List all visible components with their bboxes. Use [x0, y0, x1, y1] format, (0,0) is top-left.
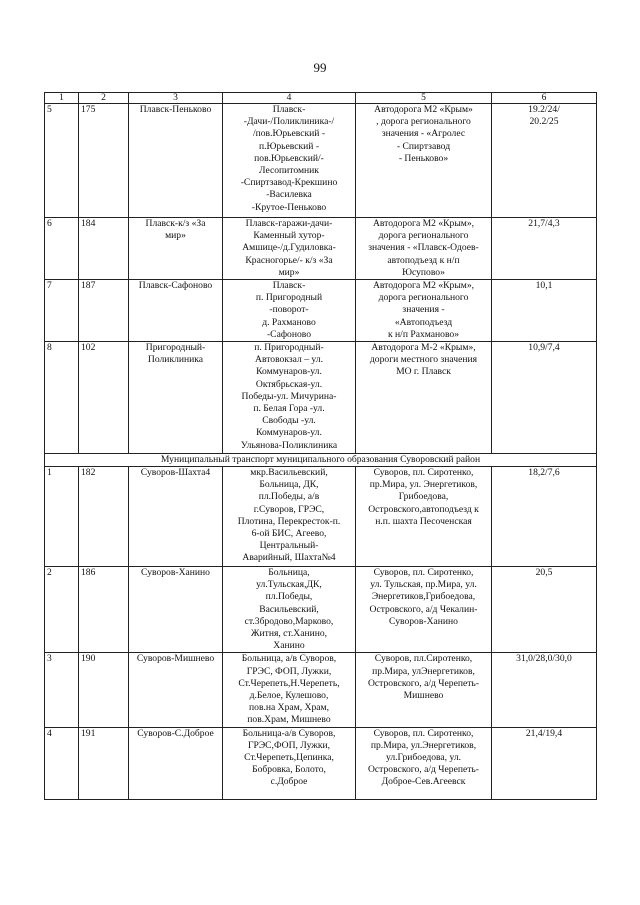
- route-name-cell: [129, 727, 223, 799]
- route-number-cell: 1: [45, 467, 79, 567]
- route-name-cell: [129, 567, 223, 653]
- route-length-cell: [492, 727, 597, 799]
- cell-line: Автодорога М2 «Крым»: [374, 104, 473, 115]
- column-header-1: 1: [45, 93, 79, 104]
- cell-line: пр.Мира, ул. Энергетиков,: [369, 479, 478, 491]
- route-name-cell: [129, 467, 223, 567]
- cell-line: п. Пригородный: [255, 292, 323, 304]
- cell-line: Лесопитомник: [259, 165, 319, 177]
- cell-line: с.Доброе: [270, 776, 308, 788]
- cell-line: значения -: [402, 304, 445, 316]
- table-row: [45, 280, 597, 342]
- route-stops-cell: [223, 727, 356, 799]
- table-row: [45, 104, 597, 218]
- cell-line: Суворов, пл.Сиротенко,: [374, 653, 473, 665]
- cell-line: Доброе-Сев.Агеевск: [381, 776, 466, 788]
- route-roads-cell: [356, 567, 492, 653]
- route-code-cell: 182: [79, 467, 129, 567]
- cell-line: пр.Мира, ул.Энергетиков,: [370, 739, 477, 751]
- cell-line: ул.Тульская,ДК,: [256, 579, 322, 591]
- column-header-5: 5: [356, 93, 492, 104]
- cell-line: Плотина, Перекресток-п.: [237, 515, 341, 527]
- section-title: Муниципальный транспорт муниципального образования Суворовский район: [45, 454, 597, 467]
- route-length-cell: [492, 104, 597, 218]
- table-row: [45, 218, 597, 280]
- cell-line: 18,2/7,6: [528, 467, 560, 479]
- route-stops-cell: [223, 342, 356, 454]
- cell-line: Аварийный, Шахта№4: [242, 552, 336, 564]
- cell-line: 21,4/19,4: [525, 727, 563, 739]
- cell-line: Островского,автоподъезд к: [368, 503, 479, 515]
- cell-line: Ст.Черепеть,Н.Черепеть,: [238, 677, 340, 689]
- cell-line: Васильевский,: [259, 603, 319, 615]
- cell-line: мир»: [165, 230, 186, 242]
- cell-line: Поликлиника: [147, 354, 204, 366]
- cell-line: Больница,: [268, 567, 310, 579]
- cell-line: к н/п Рахманово»: [387, 328, 460, 340]
- cell-line: Плавск-к/з «За: [145, 218, 206, 229]
- cell-line: мкр.Васильевский,: [250, 467, 328, 479]
- route-stops-cell: [223, 218, 356, 280]
- route-number-cell: 6: [45, 218, 79, 280]
- cell-line: Каменный хутор-: [253, 230, 325, 242]
- cell-line: значения - «Агролес: [381, 128, 466, 140]
- route-code-cell: 186: [79, 567, 129, 653]
- cell-line: пов.на Храм, Храм,: [249, 702, 329, 714]
- cell-line: пов.Храм, Мишнево: [247, 714, 331, 726]
- cell-line: значения - «Плавск-Одоев-: [368, 242, 479, 254]
- cell-line: Победы-ул. Мичурина-: [241, 390, 337, 402]
- cell-line: Островского, а/д Черепеть-: [368, 764, 479, 776]
- cell-line: ул. Тульская, пр.Мира, ул.: [370, 579, 477, 591]
- cell-line: Плавск-гаражи-дачи-: [245, 218, 333, 229]
- cell-line: Больница, а/в Суворов,: [241, 653, 337, 665]
- cell-line: Островского, а/д Черепеть-: [368, 677, 479, 689]
- table-row: [45, 342, 597, 454]
- cell-line: -поворот-: [269, 304, 309, 316]
- cell-line: д. Рахманово: [262, 316, 316, 328]
- cell-line: Грибоедова,: [398, 491, 449, 503]
- cell-line: н.п. шахта Песоченская: [375, 515, 472, 527]
- route-length-cell: [492, 218, 597, 280]
- route-stops-cell: [223, 104, 356, 218]
- cell-line: Плавск-Пеньково: [139, 104, 212, 115]
- cell-line: Автовокзал – ул.: [255, 354, 323, 366]
- cell-line: Суворов, пл. Сиротенко,: [373, 727, 474, 739]
- route-roads-cell: [356, 467, 492, 567]
- route-code-cell: 187: [79, 280, 129, 342]
- cell-line: дорога регионального: [378, 292, 469, 304]
- cell-line: Пригородный-: [145, 342, 206, 354]
- cell-line: Автодорога М-2 «Крым»,: [371, 342, 476, 354]
- route-number-cell: 4: [45, 727, 79, 799]
- cell-line: 19.2/24/: [528, 104, 560, 115]
- table-header-row: [45, 93, 597, 104]
- cell-line: 20,5: [535, 567, 553, 579]
- column-header-6: 6: [492, 93, 597, 104]
- cell-line: Островского, а/д Чекалин-: [369, 603, 478, 615]
- cell-line: -Крутое-Пеньково: [251, 201, 327, 213]
- page-number: 99: [313, 60, 327, 75]
- cell-line: -Дачи-/Поликлиника-/: [243, 116, 335, 128]
- route-stops-cell: [223, 280, 356, 342]
- cell-line: пов.Юрьевский/-: [254, 152, 324, 164]
- cell-line: -Василевка: [266, 189, 312, 201]
- cell-line: Амшице-/д.Гудиловка-: [242, 242, 336, 254]
- route-stops-cell: [223, 653, 356, 727]
- cell-line: автоподъезд к н/п: [387, 254, 460, 266]
- route-name-cell: [129, 280, 223, 342]
- cell-line: , дорога регионального: [376, 116, 471, 128]
- cell-line: Суворов-С.Доброе: [137, 727, 214, 739]
- route-length-cell: [492, 467, 597, 567]
- cell-line: «Автоподъезд: [394, 316, 453, 328]
- table-row: [45, 567, 597, 653]
- column-header-3: 3: [129, 93, 223, 104]
- route-roads-cell: [356, 280, 492, 342]
- cell-line: Суворов-Ханино: [141, 567, 210, 579]
- cell-line: Коммунаров-ул.: [256, 366, 322, 378]
- cell-line: Центральный-: [259, 540, 319, 552]
- table-row: [45, 727, 597, 799]
- cell-line: Автодорога М2 «Крым»,: [372, 218, 475, 229]
- table-row: [45, 653, 597, 727]
- cell-line: Суворов-Ханино: [389, 615, 458, 627]
- route-code-cell: 190: [79, 653, 129, 727]
- route-length-cell: [492, 342, 597, 454]
- cell-line: пл.Победы,: [265, 591, 313, 603]
- cell-line: Ханино: [273, 640, 305, 652]
- cell-line: Житня, ст.Ханино,: [250, 628, 328, 640]
- route-name-cell: [129, 218, 223, 280]
- cell-line: мир»: [278, 266, 300, 278]
- cell-line: - Пеньково»: [398, 152, 449, 164]
- cell-line: д.Белое, Кулешово,: [249, 690, 329, 702]
- route-roads-cell: [356, 342, 492, 454]
- cell-line: п.Юрьевский -: [258, 140, 320, 152]
- cell-line: Плавск-: [272, 280, 306, 292]
- route-number-cell: 2: [45, 567, 79, 653]
- cell-line: Плавск-: [272, 104, 306, 115]
- column-header-4: 4: [223, 93, 356, 104]
- cell-line: 10,9/7,4: [528, 342, 560, 354]
- route-number-cell: 8: [45, 342, 79, 454]
- cell-line: пр.Мира, улЭнергетиков,: [372, 665, 475, 677]
- route-name-cell: [129, 342, 223, 454]
- cell-line: Энергетиков,Грибоедова,: [371, 591, 476, 603]
- cell-line: -Сафоново: [266, 328, 312, 340]
- route-number-cell: 3: [45, 653, 79, 727]
- cell-line: Коммунаров-ул.: [256, 427, 322, 439]
- cell-line: Больница-а/в Суворов,: [242, 727, 336, 739]
- route-roads-cell: [356, 653, 492, 727]
- table-body-suvorov: [45, 467, 597, 800]
- section-row: [45, 454, 597, 467]
- cell-line: Мишнево: [403, 690, 444, 702]
- route-name-cell: [129, 104, 223, 218]
- cell-line: 21,7/4,3: [528, 218, 560, 229]
- routes-table: [44, 92, 597, 800]
- cell-line: дорога регионального: [378, 230, 469, 242]
- cell-line: 31,0/28,0/30,0: [516, 653, 572, 665]
- table-body-plavsk: [45, 104, 597, 454]
- cell-line: Свободы -ул.: [262, 415, 316, 427]
- route-roads-cell: [356, 104, 492, 218]
- table-row: [45, 467, 597, 567]
- cell-line: Суворов, пл. Сиротенко,: [373, 467, 474, 479]
- cell-line: Ст.Черепеть,Цепинка,: [244, 752, 334, 764]
- cell-line: 20.2/25: [529, 116, 559, 128]
- column-header-2: 2: [79, 93, 129, 104]
- route-length-cell: [492, 653, 597, 727]
- cell-line: Октябрьская-ул.: [255, 378, 323, 390]
- cell-line: дороги местного значения: [369, 354, 478, 366]
- cell-line: Суворов, пл. Сиротенко,: [373, 567, 474, 579]
- cell-line: пл.Победы, а/в: [258, 491, 320, 503]
- cell-line: Суворов-Мишнево: [136, 653, 215, 665]
- cell-line: -Спиртзавод-Крекшино: [240, 177, 338, 189]
- route-name-cell: [129, 653, 223, 727]
- route-code-cell: 175: [79, 104, 129, 218]
- cell-line: 6-ой БИС, Агеево,: [251, 528, 327, 540]
- route-roads-cell: [356, 727, 492, 799]
- cell-line: п. Белая Гора -ул.: [253, 403, 325, 415]
- cell-line: ГРЭС, ФОП, Лужки,: [246, 665, 332, 677]
- route-code-cell: 191: [79, 727, 129, 799]
- cell-line: ст.3бродово,Марково,: [244, 615, 334, 627]
- cell-line: Ульянова-Поликлиника: [240, 439, 338, 451]
- route-stops-cell: [223, 467, 356, 567]
- route-number-cell: 7: [45, 280, 79, 342]
- cell-line: МО г. Плавск: [396, 366, 451, 378]
- cell-line: Красногорье/- к/з «За: [245, 254, 333, 266]
- route-stops-cell: [223, 567, 356, 653]
- cell-line: ГРЭС,ФОП, Лужки,: [247, 739, 331, 751]
- route-roads-cell: [356, 218, 492, 280]
- cell-line: Бобровка, Болото,: [252, 764, 326, 776]
- route-length-cell: [492, 567, 597, 653]
- cell-line: Юсупово»: [402, 266, 445, 278]
- cell-line: 10,1: [535, 280, 553, 292]
- cell-line: г.Суворов, ГРЭС,: [253, 503, 325, 515]
- route-length-cell: [492, 280, 597, 342]
- route-code-cell: 102: [79, 342, 129, 454]
- cell-line: - Спиртзавод: [396, 140, 451, 152]
- cell-line: /пов.Юрьевский -: [252, 128, 326, 140]
- route-number-cell: 5: [45, 104, 79, 218]
- cell-line: Больница, ДК,: [259, 479, 319, 491]
- cell-line: п. Пригородный-: [254, 342, 324, 354]
- cell-line: Плавск-Сафоново: [138, 280, 213, 292]
- cell-line: Автодорога М2 «Крым»,: [372, 280, 475, 292]
- cell-line: Суворов-Шахта4: [140, 467, 211, 479]
- cell-line: ул.Грибоедова, ул.: [385, 752, 462, 764]
- route-code-cell: 184: [79, 218, 129, 280]
